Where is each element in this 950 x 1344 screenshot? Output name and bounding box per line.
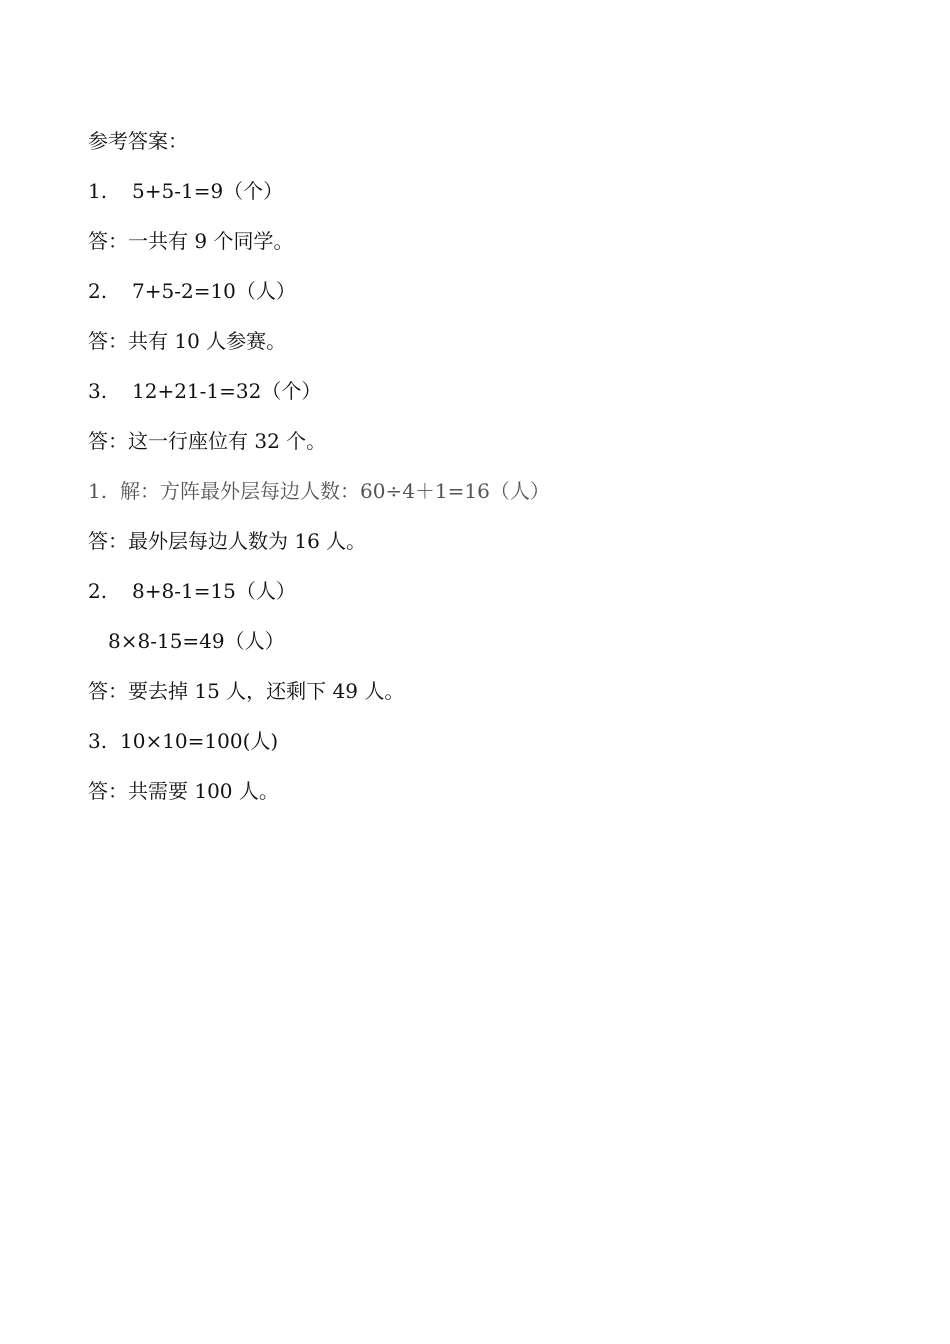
answer-line: 答：一共有 9 个同学。 xyxy=(88,229,294,253)
equation: 解：方阵最外层每边人数：60÷4＋1=16（人） xyxy=(120,479,550,503)
answer-line: 答：要去掉 15 人，还剩下 49 人。 xyxy=(88,679,405,703)
solution-line xyxy=(88,474,888,524)
equation-continuation: 8×8-15=49（人） xyxy=(108,629,285,653)
equation: 10×10=100(人) xyxy=(120,729,279,753)
answer-line: 答：最外层每边人数为 16 人。 xyxy=(88,529,367,553)
item-number: 3. xyxy=(88,379,108,403)
item-number: 1. xyxy=(88,479,108,503)
solution-line xyxy=(88,174,888,224)
answer-line: 答：共需要 100 人。 xyxy=(88,779,279,803)
item-number: 2. xyxy=(88,579,108,603)
answer-key-heading: 参考答案： xyxy=(88,129,188,153)
solution-line xyxy=(88,274,888,324)
equation: 5+5-1=9（个） xyxy=(132,179,284,203)
answer-key xyxy=(88,124,888,824)
answer-line: 答：共有 10 人参赛。 xyxy=(88,329,287,353)
item-number: 1. xyxy=(88,179,108,203)
solution-line xyxy=(88,724,888,774)
answer-line: 答：这一行座位有 32 个。 xyxy=(88,429,327,453)
equation: 12+21-1=32（个） xyxy=(132,379,322,403)
item-number: 2. xyxy=(88,279,108,303)
item-number: 3. xyxy=(88,729,108,753)
solution-line xyxy=(88,574,888,624)
solution-line xyxy=(88,374,888,424)
equation: 8+8-1=15（人） xyxy=(132,579,296,603)
equation: 7+5-2=10（人） xyxy=(132,279,296,303)
